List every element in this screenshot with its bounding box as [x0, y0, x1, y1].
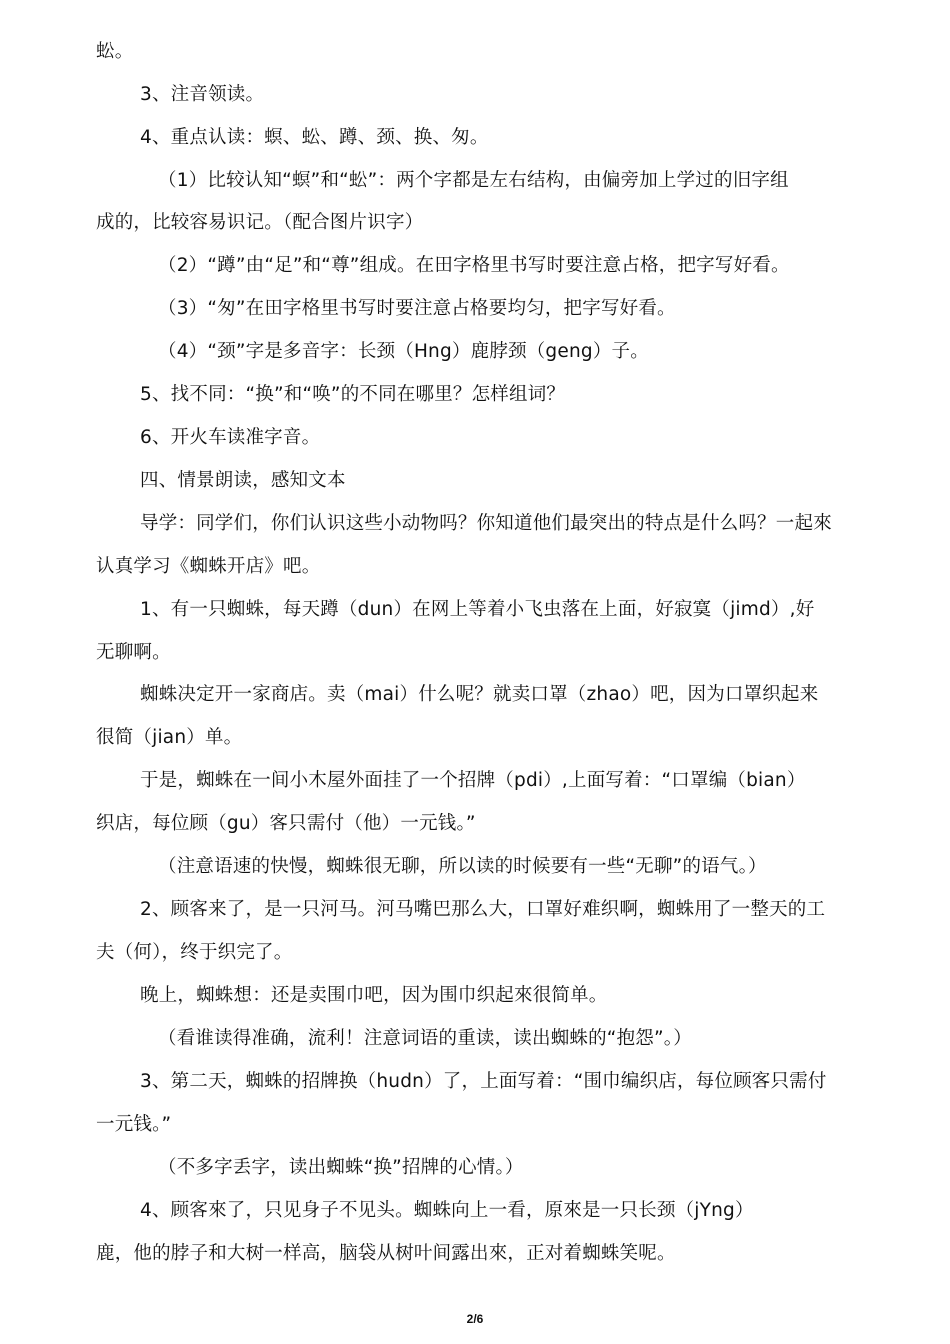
text-line: 导学：同学们，你们认识这些小动物吗？你知道他们最突出的特点是什么吗？一起來 — [140, 513, 832, 534]
text-line: 鹿，他的脖子和大树一样高，脑袋从树叶间露出來，正对着蜘蛛笑呢。 — [96, 1243, 676, 1264]
text-line: 4、重点认读：螟、蚣、蹲、颈、换、匆。 — [140, 127, 489, 148]
text-line: 1、有一只蜘蛛，每天蹲（dun）在网上等着小飞虫落在上面，好寂寞（jimd）,好 — [140, 599, 815, 620]
text-line: 夫（何），终于织完了。 — [96, 942, 293, 963]
text-line: 4、顾客來了，只见身子不见头。蜘蛛向上一看，原來是一只长颈（jYng） — [140, 1200, 754, 1221]
text-line: 2、顾客来了，是一只河马。河马嘴巴那么大，口罩好难织啊，蜘蛛用了一整天的工 — [140, 899, 826, 920]
text-line: （不多字丢字，读出蜘蛛“换”招牌的心情。） — [158, 1157, 524, 1178]
text-line: （2）“蹲”由“足”和“尊”组成。在田字格里书写时要注意占格，把字写好看。 — [158, 255, 790, 276]
text-line: 于是，蜘蛛在一间小木屋外面挂了一个招牌（pdi）,上面写着：“口罩编（bian） — [140, 770, 806, 791]
text-line: 3、注音领读。 — [140, 84, 265, 105]
text-line: 蚣。 — [96, 41, 134, 62]
text-line: 很简（jian）单。 — [96, 727, 243, 748]
text-line: 蜘蛛决定开一家商店。卖（mai）什么呢？就卖口罩（zhao）吧，因为口罩织起来 — [140, 684, 819, 705]
text-line: 晚上，蜘蛛想：还是卖围巾吧，因为围巾织起來很简单。 — [140, 985, 608, 1006]
text-line: 无聊啊。 — [96, 642, 171, 663]
text-line: 织店，每位顾（gu）客只需付（他）一元钱。” — [96, 813, 476, 834]
page-number: 2/6 — [466, 1312, 484, 1326]
section-heading: 四、情景朗读，感知文本 — [140, 470, 346, 491]
text-line: 一元钱。” — [96, 1114, 172, 1135]
text-line: 认真学习《蜘蛛开店》吧。 — [96, 556, 321, 577]
text-line: （1）比较认知“螟”和“蚣”：两个字都是左右结构，由偏旁加上学过的旧字组 — [158, 170, 789, 191]
text-line: 成的，比较容易识记。（配合图片识字） — [96, 212, 424, 233]
text-line: 5、找不同：“换”和“唤”的不同在哪里？怎样组词？ — [140, 384, 566, 405]
text-line: （4）“颈”字是多音字：长颈（Hng）鹿脖颈（geng）子。 — [158, 341, 649, 362]
text-line: （看谁读得准确，流利！注意词语的重读，读出蜘蛛的“抱怨”。） — [158, 1028, 692, 1049]
text-line: （3）“匆”在田字格里书写时要注意占格要均匀，把字写好看。 — [158, 298, 676, 319]
text-line: 3、第二天，蜘蛛的招牌换（hudn）了，上面写着：“围巾编织店，每位顾客只需付 — [140, 1071, 827, 1092]
text-line: （注意语速的快慢，蜘蛛很无聊，所以读的时候要有一些“无聊”的语气。） — [158, 856, 767, 877]
text-line: 6、开火车读准字音。 — [140, 427, 321, 448]
